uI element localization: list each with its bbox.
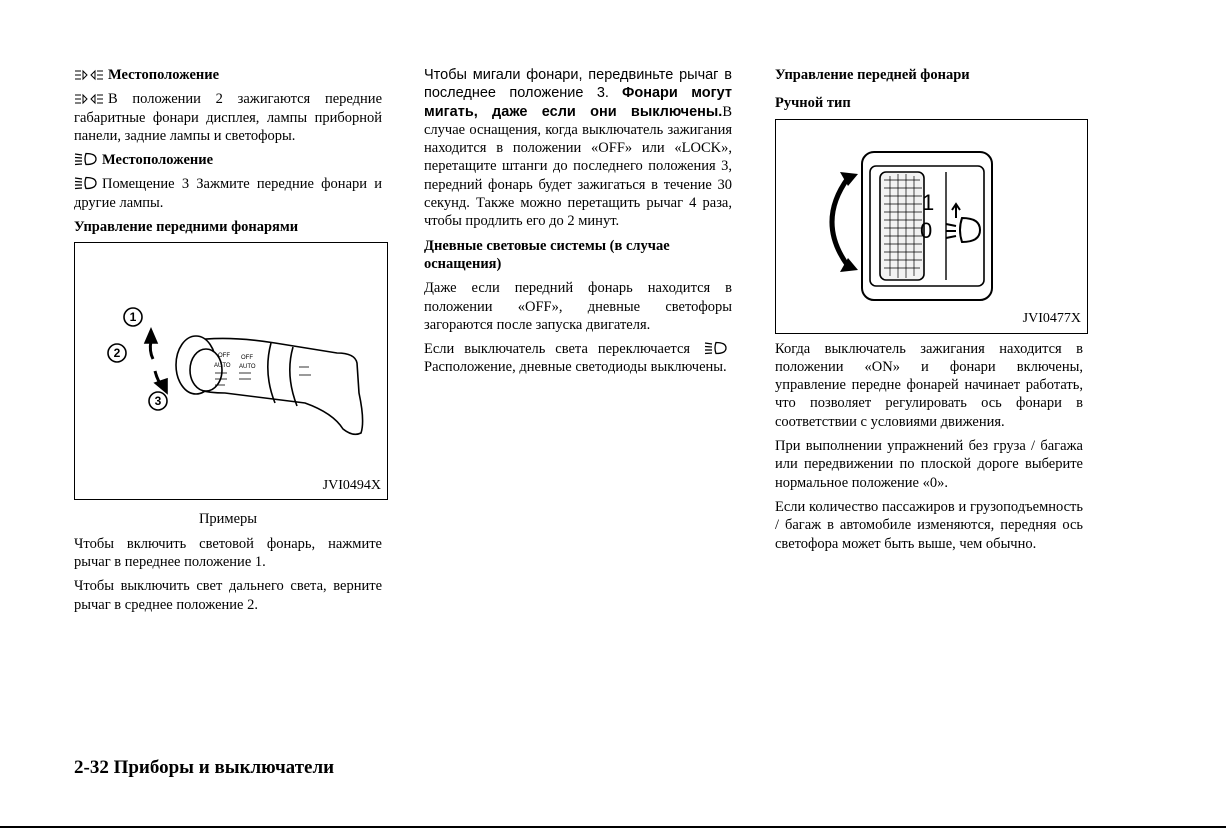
paragraph-position-3: Помещение 3 Зажмите передние фонари и другие лампы.: [74, 176, 382, 211]
paragraph-flash: [424, 66, 732, 231]
section-heading-headlight: Местоположение: [74, 151, 382, 169]
section-heading-drl: Дневные световые системы (в случае оснащения): [424, 237, 670, 272]
section-heading-leveling: Управление передней фонари: [775, 67, 970, 83]
paragraph-leveling-2: При выполнении упражнений без груза / багажа или передвижении по плоской дороге выберите нормальное положение «0».: [775, 438, 1083, 491]
headlight-icon: [704, 341, 728, 355]
figure-caption: Примеры: [198, 511, 258, 528]
headlight-leveling-icon: [946, 204, 980, 242]
column-right: [775, 66, 1083, 559]
callout-2: 2: [113, 346, 121, 361]
figure-code: JVI0477X: [1022, 311, 1081, 327]
flash-text-b: В случае оснащения, когда выключатель зажигания находится в положении «OFF» или «LOCK», перетащите штанги до последнего положения 3, передний фонарь будет зажигаться в течение 30 секунд. Также можно перетащить рычаг 4 раза, чтобы продлить его до 2 минут.: [424, 103, 732, 230]
switch-label-auto-2: AUTO: [239, 364, 256, 371]
page-footer: 2-32 Приборы и выключатели: [74, 757, 335, 778]
parking-light-icon: [74, 69, 104, 81]
dial-illustration: [776, 120, 1086, 332]
paragraph-drl-1: Даже если передний фонарь находится в положении «OFF», дневные светофоры загораются после запуска двигателя.: [424, 280, 732, 333]
dial-label-1: 1: [922, 189, 935, 215]
switch-label-off: OFF: [218, 353, 230, 360]
callout-1: 1: [129, 310, 137, 325]
paragraph-turn-off-high-beam: Чтобы выключить свет дальнего света, верните рычаг в среднее положение 2.: [74, 578, 382, 613]
figure-headlight-lever: [74, 242, 388, 500]
headlight-icon: [74, 152, 98, 166]
lever-illustration: [75, 243, 386, 498]
paragraph-turn-on: Чтобы включить световой фонарь, нажмите рычаг в переднее положение 1.: [74, 535, 382, 570]
column-left: [74, 66, 382, 620]
figure-code: JVI0494X: [322, 478, 381, 494]
flash-text-a: Чтобы мигали фонари, передвиньте рычаг в последнее положение 3.: [424, 67, 732, 102]
bottom-rule: [0, 826, 1226, 828]
headlight-icon: [74, 176, 98, 190]
switch-label-auto: AUTO: [214, 363, 231, 370]
paragraph-drl-2: Если выключатель света переключается Расположение, дневные светодиоды выключены.: [424, 341, 727, 376]
paragraph-leveling-3: Если количество пассажиров и грузоподъемность / багаж в автомобиле изменяются, передняя ось светофора может быть выше, чем обычно.: [775, 498, 1083, 552]
figure-leveling-dial: [775, 119, 1088, 334]
switch-label-off-2: OFF: [241, 355, 253, 362]
parking-light-icon: [74, 93, 104, 105]
paragraph-position-2: В положении 2 зажигаются передние габаритные фонари дисплея, лампы приборной панели, задние лампы и светофоры.: [74, 91, 382, 144]
paragraph-leveling-1: Когда выключатель зажигания находится в положении «ON» и фонари включены, управление передне фонарей начинает работать, что позволяет регулировать ось фонари в соответствии с условиями движения.: [775, 340, 1083, 430]
flash-text-bold: Фонари могут мигать, даже если они выключены.: [424, 85, 732, 120]
column-middle: [424, 66, 732, 383]
section-heading-headlight-control: Управление передними фонарями: [74, 219, 299, 236]
dial-label-0: 0: [920, 217, 933, 243]
callout-3: 3: [154, 394, 162, 409]
section-heading-manual: Ручной тип: [775, 95, 851, 112]
section-heading-position: Местоположение: [74, 66, 382, 84]
